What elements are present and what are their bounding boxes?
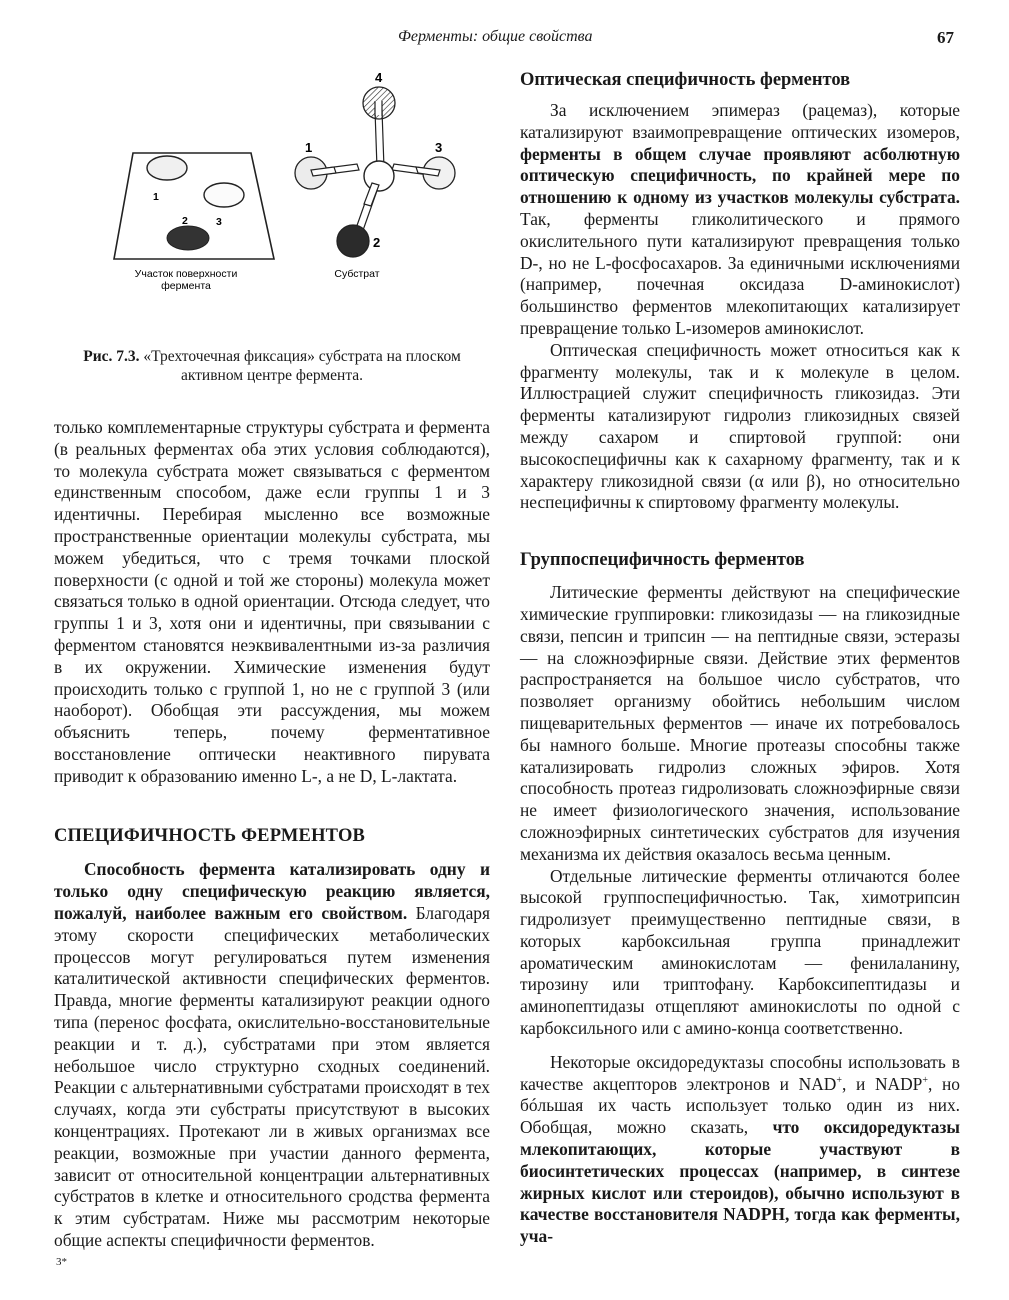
- superscript-plus: +: [836, 1074, 842, 1086]
- right-paragraph-1-bold: ферменты в общем случае проявляют асболютную оптическую специфичность, по крайней мере по отношению к одному из участков молекулы субстрата.: [520, 143, 960, 208]
- figure-caption: [54, 347, 490, 385]
- right-paragraph-3: Литические ферменты действуют на специфические химические группировки: гликозидазы — на гликозидные связи, пепсин и трипсин — на пептидные связи, эстеразы — на сложноэфирные связи. Действие этих ферментов распространяется на большое число субстратов, что позволяет организму обойтись небольшим числом пищеварительных ферментов — иначе их потребовалось бы намного больше. Многие протеазы способны также катализировать гидролиз сложных эфиров. Хотя способность протеаз гидролизовать сложноэфирные связи не имеет физиологического значения, использование сложноэфирных синтетических субстратов для изучения механизма их действия оказалось весьма ценным.: [520, 582, 960, 864]
- substrate-molecule: [295, 87, 455, 257]
- group-1-label: 1: [305, 140, 313, 155]
- site-1-label: 1: [153, 191, 159, 203]
- right-paragraph-5-text-c: , но бóльшая их часть использует только один из них. Обобщая, можно сказать,: [520, 1073, 960, 1138]
- right-paragraph-5-bold: что оксидоредуктазы млекопитающих, которые участвуют в биосинтетических процессах (например, в синтезе жирных кислот или стероидов), обычно используют в качестве восстановителя NADPH, тогда как ферменты, уча-: [520, 1117, 960, 1247]
- site-3-label: 3: [216, 216, 222, 228]
- right-column: [520, 68, 960, 1248]
- figure-three-point-attachment: [54, 66, 494, 296]
- right-paragraph-1-text-b: Так, ферменты гликолитического и прямого окислительного пути катализируют превращения только D-, но не L-фосфосахаров. За единичными исключениями (например, почечная оксидаза D-аминокислот) большинство ферментов млекопитающих катализирует превращение только L-изомеров аминокислот.: [520, 208, 960, 338]
- site-2: [167, 226, 209, 250]
- site-1: [147, 156, 187, 180]
- left-paragraph-2: [54, 859, 490, 1251]
- group-4-label: 4: [375, 70, 383, 85]
- figure-diagram: [54, 66, 494, 296]
- site-3: [204, 183, 244, 207]
- right-paragraph-5-text-a: Некоторые оксидоредуктазы способны использовать в качестве акцепторов электронов и NAD: [520, 1051, 960, 1094]
- right-paragraph-2: Оптическая специфичность может относиться как к фрагменту молекулы, так и к молекуле в целом. Иллюстрацией служит специфичность гликозидаз. Эти ферменты катализируют гидролиз гликозидных связей между сахаром и спиртовой группой: они высокоспецифичны как к сахарному фрагменту, так и к характеру гликозидной связи (α или β), но относительно неспецифичны к спиртовому фрагменту молекулы.: [520, 339, 960, 513]
- signature-mark: 3*: [56, 1256, 67, 1268]
- right-paragraph-1-text-a: За исключением эпимераз (рацемаз), которые катализируют взаимопревращение оптических изомеров,: [520, 100, 960, 142]
- left-paragraph-1: только комплементарные структуры субстрата и фермента (в реальных ферментах оба этих условия соблюдаются), то молекула субстрата может связываться с ферментом единственным способом, даже если группы 1 и 3 идентичны. Перебирая мысленно все возможные пространственные ориентации молекулы субстрата, мы можем убедиться, что с тремя точками плоской поверхности (с одной и той же стороны) молекула может связаться только в одной ориентации. Отсюда следует, что группы 1 и 3, хотя они и идентичны, при связывании с ферментом становятся неэквивалентными из-за различия в их окружении. Химические изменения будут происходить только с группой 1, но не с группой 3 (или наоборот). Обобщая эти рассуждения, мы можем объяснить теперь, почему ферментативное восстановление оптически неактивного пирувата приводит к образованию именно L-, а не D, L-лактата.: [54, 417, 490, 786]
- substrate-label: Субстрат: [334, 268, 380, 280]
- figure-caption-text: «Трехточечная фиксация» субстрата на плоском активном центре фермента.: [143, 348, 461, 384]
- left-paragraph-2-bold: Способность фермента катализировать одну и только одну специфическую реакцию является, пожалуй, наиболее важным его свойством.: [54, 859, 490, 923]
- superscript-plus: +: [922, 1074, 928, 1086]
- right-paragraph-5: [520, 1052, 960, 1248]
- left-column: [54, 417, 490, 1252]
- heading-optical-specificity: Оптическая специфичность ферментов: [520, 70, 851, 90]
- left-paragraph-2-rest: Благодаря этому скорости специфических метаболических процессов могут регулироваться путем изменения каталитической активности специфических ферментов. Правда, многие ферменты катализируют реакции одного типа (перенос фосфата, окислительно-восстановительные реакции и т. д.), субстратами при этом является небольшое число структурно сходных соединений. Реакции с альтернативными субстратами происходят в тех случаях, когда эти субстраты присутствуют в высоких концентрациях. Протекают ли в живых организмах все реакции, возможные при участии данного фермента, зависит от относительной концентрации альтернативных субстратов в клетке и относительного сродства фермента к этим субстратам. Ниже мы рассмотрим некоторые общие аспекты специфичности ферментов.: [54, 902, 490, 1250]
- page-number: 67: [937, 28, 954, 47]
- group-2: [337, 225, 369, 257]
- group-2-label: 2: [373, 235, 381, 250]
- heading-group-specificity: Группоспецифичность ферментов: [520, 550, 805, 571]
- surface-label-line1: Участок поверхности: [134, 268, 238, 280]
- running-title: Ферменты: общие свойства: [398, 28, 593, 45]
- right-paragraph-4: Отдельные литические ферменты отличаются более высокой группоспецифичностью. Так, химотрипсин гидролизует преимущественно пептидные связи, в которых карбоксильная группа принадлежит ароматическим аминокислотам — фенилаланину, тирозину или триптофану. Карбоксипептидазы и аминопептидазы отщепляют аминокислоты по одной с карбоксильного или с амино-конца соответственно.: [520, 865, 960, 1039]
- surface-label-line2: фермента: [161, 280, 211, 292]
- right-paragraph-5-text-b: , и NADP: [841, 1073, 923, 1094]
- figure-caption-number: Рис. 7.3.: [83, 348, 140, 365]
- right-paragraph-1: [520, 100, 960, 340]
- site-2-label: 2: [182, 215, 188, 227]
- section-heading-specificity: СПЕЦИФИЧНОСТЬ ФЕРМЕНТОВ: [54, 825, 366, 846]
- group-3-label: 3: [435, 140, 443, 155]
